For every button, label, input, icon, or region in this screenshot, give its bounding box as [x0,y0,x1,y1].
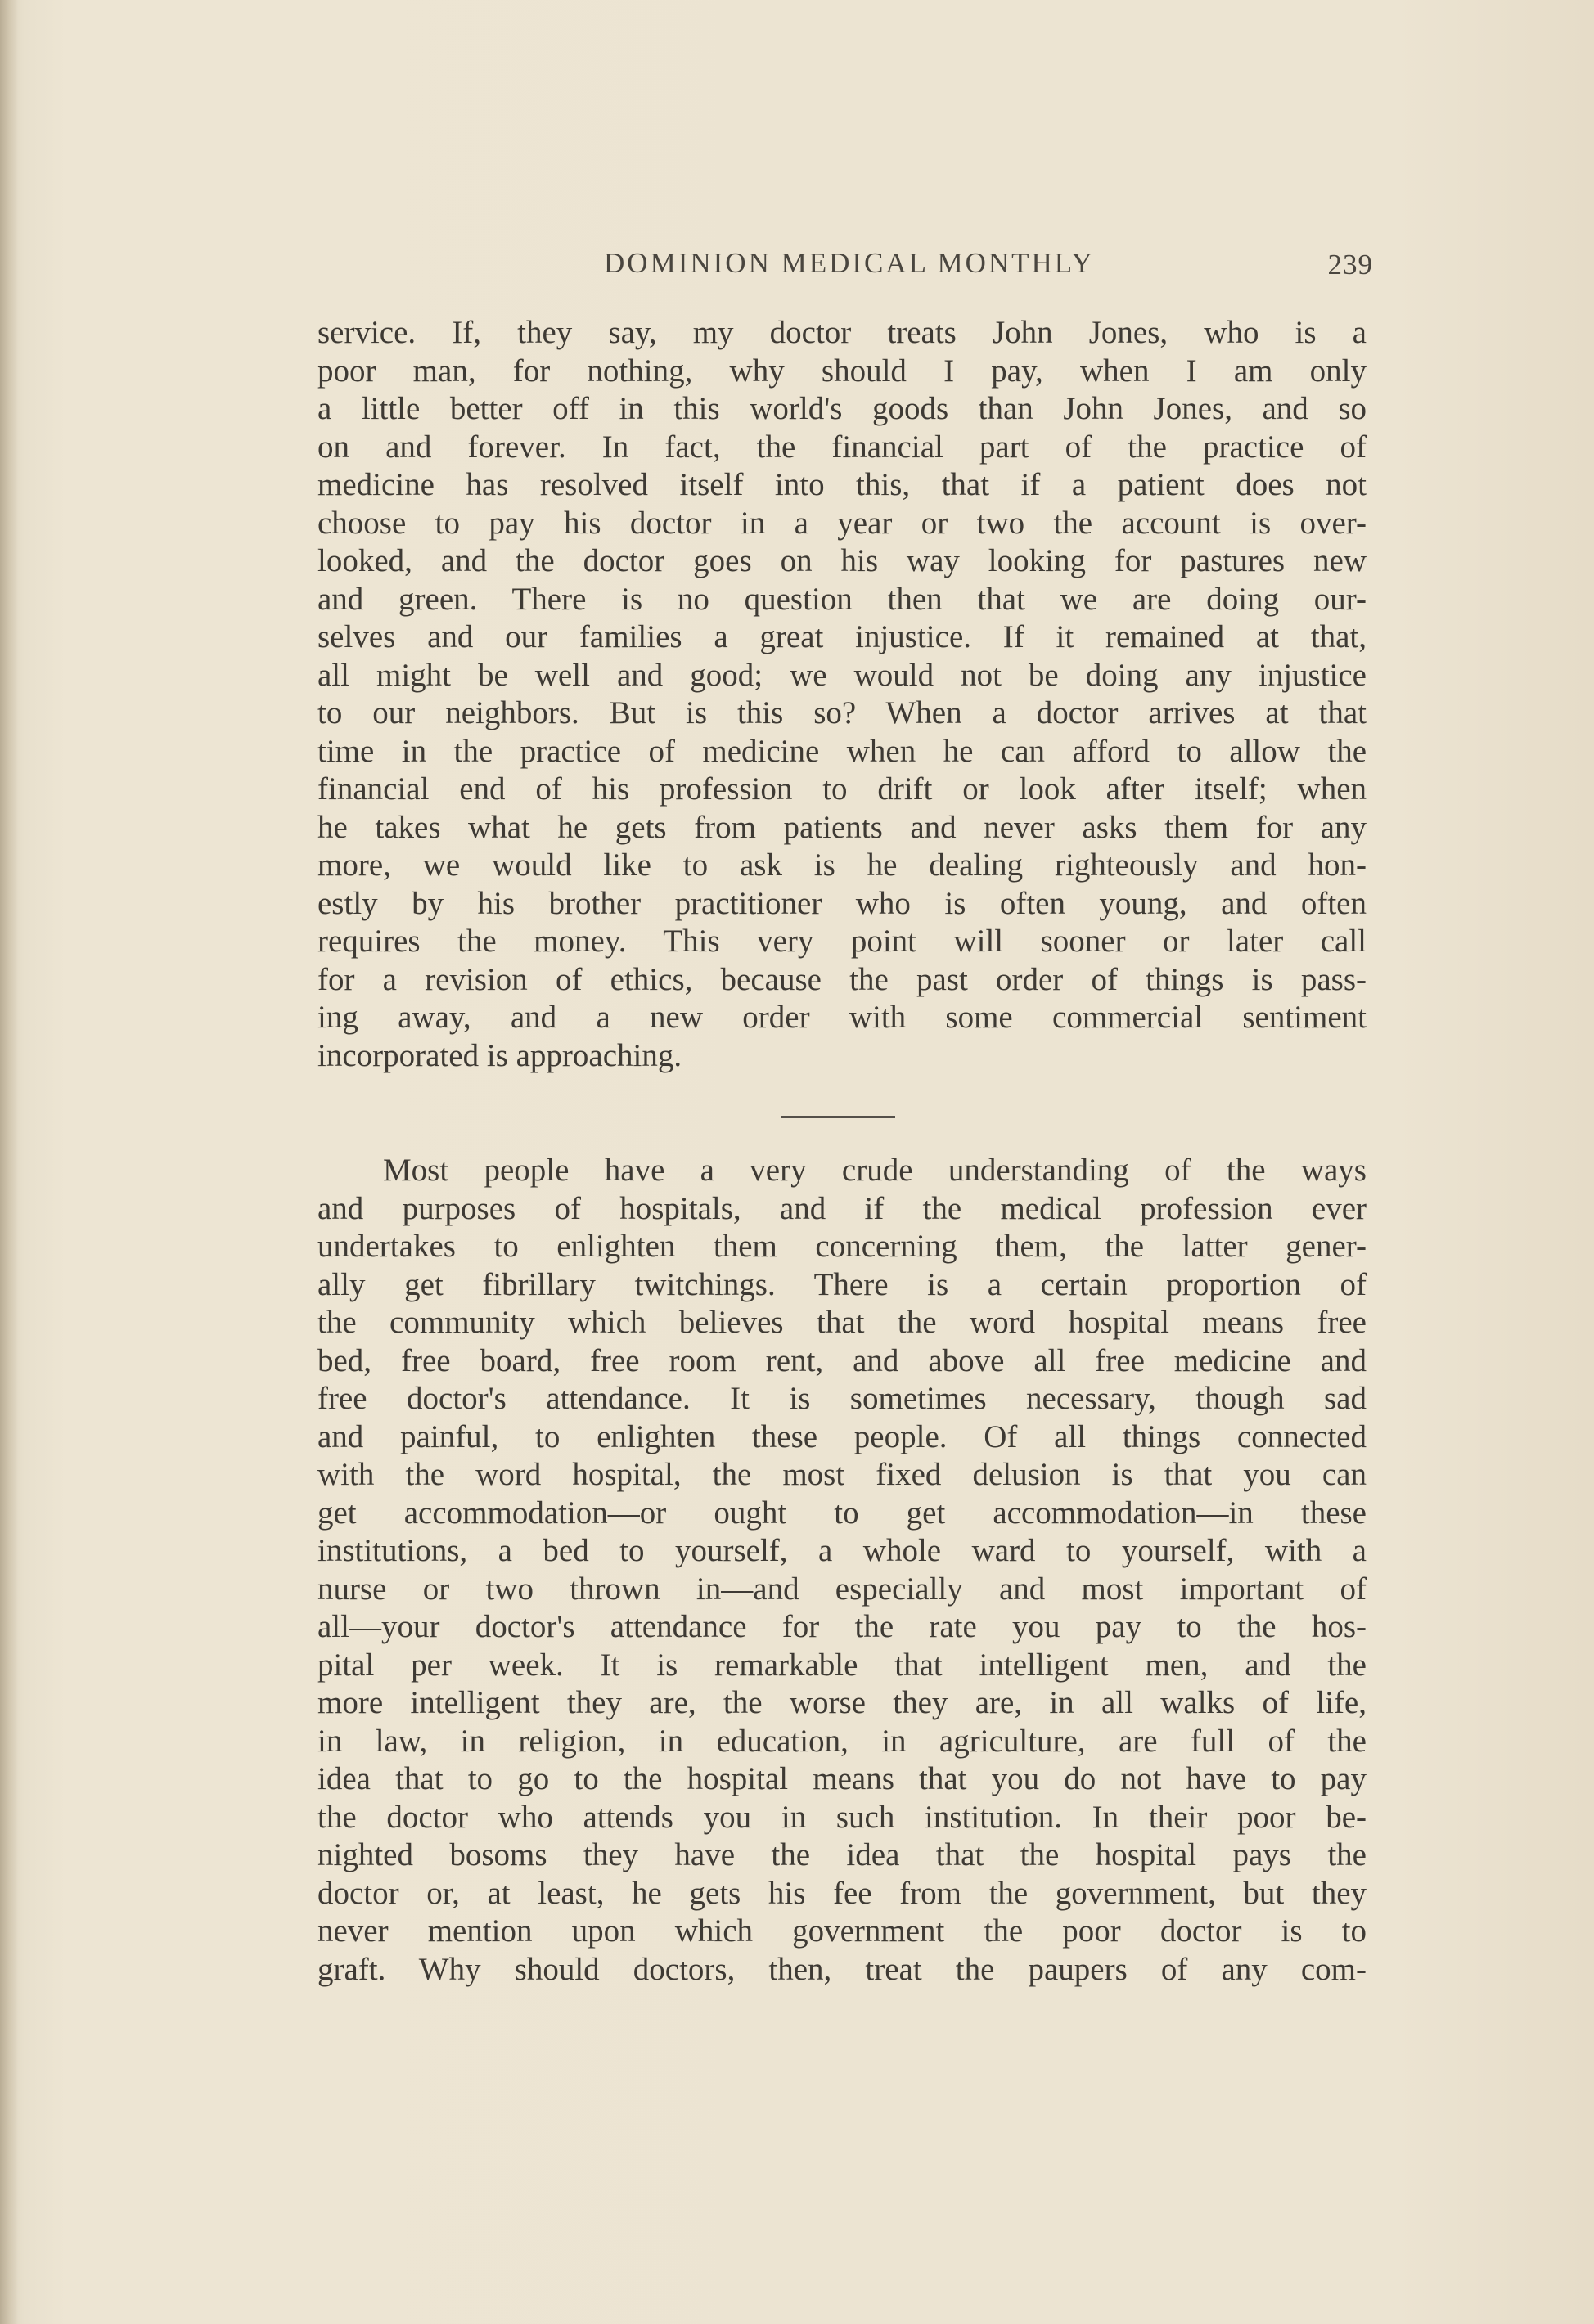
text-line: and purposes of hospitals, and if the medical profession ever [317,1190,1367,1226]
text-line: all might be well and good; we would not be doing any injustice [317,657,1367,693]
text-line: he takes what he gets from patients and never asks them for any [317,809,1367,845]
text-line: requires the money. This very point will sooner or later call [317,924,1367,959]
text-line: incorporated is approaching. [317,1037,682,1073]
text-line: and green. There is no question then that we are doing our- [317,581,1367,617]
text-line: undertakes to enlighten them concerning them, the latter gener- [317,1229,1367,1264]
text-line: pital per week. It is remarkable that intelligent men, and the [317,1647,1367,1683]
text-line: all—your doctor's attendance for the rate you pay to the hos- [317,1609,1367,1644]
text-line: choose to pay his doctor in a year or two the account is over- [317,505,1367,541]
text-line: poor man, for nothing, why should I pay, when I am only [317,353,1367,389]
text-line: and painful, to enlighten these people. Of all things connected [317,1418,1367,1454]
text-line: selves and our families a great injustice. If it remained at that, [317,619,1367,654]
paragraph-1 [317,314,1367,1075]
text-line: idea that to go to the hospital means that you do not have to pay [317,1761,1367,1796]
journal-title: DOMINION MEDICAL MONTHLY [604,247,1095,279]
text-line: doctor or, at least, he gets his fee from the government, but they [317,1875,1367,1911]
text-line: a little better off in this world's goods than John Jones, and so [317,391,1367,426]
text-line: estly by his brother practitioner who is often young, and often [317,885,1367,921]
running-head [317,247,1373,288]
text-line: graft. Why should doctors, then, treat the paupers of any com- [317,1951,1367,1987]
text-line: service. If, they say, my doctor treats John Jones, who is a [317,315,1367,350]
text-line: more intelligent they are, the worse they are, in all walks of life, [317,1685,1367,1720]
text-line: financial end of his profession to drift or look after itself; when [317,771,1367,807]
text-line: more, we would like to ask is he dealing righteously and hon- [317,847,1367,883]
text-line: ing away, and a new order with some commercial sentiment [317,1000,1367,1035]
text-line: for a revision of ethics, because the past order of things is pass- [317,961,1367,997]
text-line: get accommodation—or ought to get accommodation—in these [317,1495,1367,1531]
paragraph-2 [317,1152,1367,1989]
text-line: on and forever. In fact, the financial part of the practice of [317,429,1367,465]
text-line: nurse or two thrown in—and especially and most important of [317,1571,1367,1607]
text-line: time in the practice of medicine when he can afford to allow the [317,733,1367,769]
text-line: never mention upon which government the poor doctor is to [317,1913,1367,1949]
text-line: medicine has resolved itself into this, that if a patient does not [317,467,1367,502]
text-line: to our neighbors. But is this so? When a doctor arrives at that [317,695,1367,730]
text-line: looked, and the doctor goes on his way looking for pastures new [317,543,1367,578]
text-line: institutions, a bed to yourself, a whole ward to yourself, with a [317,1533,1367,1568]
text-line: the doctor who attends you in such institution. In their poor be- [317,1799,1367,1835]
text-line: free doctor's attendance. It is sometimes necessary, though sad [317,1381,1367,1416]
page-number: 239 [1327,249,1373,281]
text-line: Most people have a very crude understanding of the ways [383,1153,1367,1188]
text-line: in law, in religion, in education, in agriculture, are full of the [317,1723,1367,1759]
text-line: bed, free board, free room rent, and above all free medicine and [317,1342,1367,1378]
text-line: ally get fibrillary twitchings. There is a certain proportion of [317,1266,1367,1302]
text-line: the community which believes that the word hospital means free [317,1305,1367,1340]
text-line: with the word hospital, the most fixed delusion is that you can [317,1457,1367,1492]
text-line: nighted bosoms they have the idea that the hospital pays the [317,1837,1367,1872]
binding-edge [0,0,18,2324]
section-divider [781,1116,895,1118]
